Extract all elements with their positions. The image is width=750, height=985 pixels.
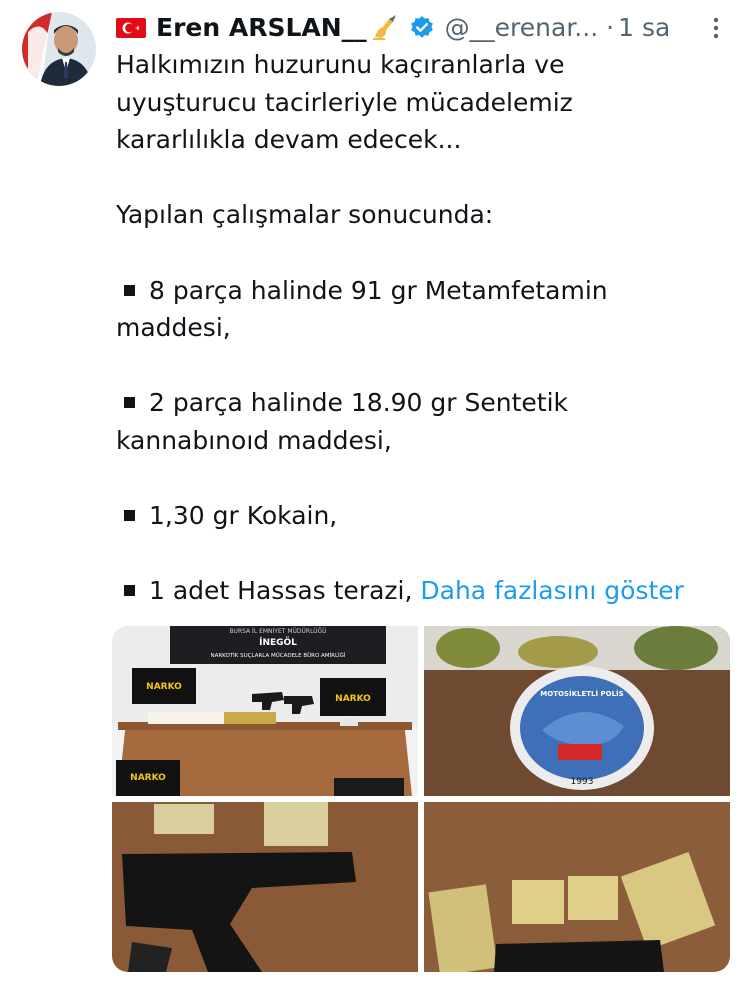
narko-box-label: NARKO (335, 694, 371, 704)
tweet-line: Yapılan çalışmalar sonucunda: (116, 200, 494, 230)
patch-year-text: 1993 (570, 777, 594, 787)
tweet-line-empty (116, 347, 736, 385)
writing-hand-icon (371, 15, 399, 41)
bullet-line (116, 572, 736, 610)
tweet-header (116, 10, 726, 46)
show-more-link[interactable]: Daha fazlasını göster (420, 576, 684, 606)
tweet-line-empty (116, 159, 736, 197)
narko-box-label: NARKO (130, 773, 166, 783)
narko-box-label: NARKO (146, 682, 182, 692)
tweet-media-grid[interactable] (112, 626, 730, 972)
bullet-square-icon (124, 285, 135, 296)
media-photo-patch[interactable] (424, 626, 730, 796)
header-separator: · (606, 13, 615, 42)
tweet-line-empty (116, 535, 736, 573)
patch-top-text: MOTOSİKLETLİ POLİS (540, 690, 624, 698)
turkey-flag-icon (116, 18, 146, 38)
author-avatar[interactable] (22, 12, 96, 86)
bullet-square-icon (124, 510, 135, 521)
tweet-line: kannabınoıd maddesi, (116, 425, 392, 455)
tweet-text (116, 46, 736, 610)
more-options-icon[interactable] (706, 14, 726, 42)
banner-line3: NARKOTİK SUÇLARLA MÜCADELE BÜRO AMİRLİĞİ (210, 653, 346, 659)
bullet-text: 8 parça halinde 91 gr Metamfetamin (149, 275, 608, 305)
author-display-name[interactable]: Eren ARSLAN__ (156, 13, 367, 42)
tweet-line: maddesi, (116, 313, 231, 343)
media-photo-pistol[interactable] (112, 802, 418, 972)
banner-line1: BURSA İL EMNİYET MÜDÜRLÜĞÜ (229, 628, 327, 635)
media-photo-table[interactable] (112, 626, 418, 796)
bullet-text: 1 adet Hassas terazi, (149, 576, 413, 606)
tweet-line: uyuşturucu tacirleriyle mücadelemiz (116, 87, 573, 117)
tweet-line-empty (116, 460, 736, 498)
author-handle[interactable]: @__erenar... (444, 13, 599, 42)
banner-line2: İNEGÖL (259, 638, 297, 648)
bullet-line (116, 384, 736, 422)
bullet-text: 1,30 gr Kokain, (149, 501, 338, 531)
media-photo-ammo[interactable] (424, 802, 730, 972)
bullet-line (116, 272, 736, 310)
tweet-line-empty (116, 234, 736, 272)
bullet-text: 2 parça halinde 18.90 gr Sentetik (149, 388, 568, 418)
tweet-line: kararlılıkla devam edecek... (116, 125, 462, 155)
tweet-timestamp[interactable]: 1 sa (618, 13, 671, 42)
tweet-line: Halkımızın huzurunu kaçıranlarla ve (116, 50, 565, 79)
bullet-square-icon (124, 397, 135, 408)
bullet-line (116, 497, 736, 535)
verified-badge-icon (409, 15, 435, 41)
bullet-square-icon (124, 585, 135, 596)
